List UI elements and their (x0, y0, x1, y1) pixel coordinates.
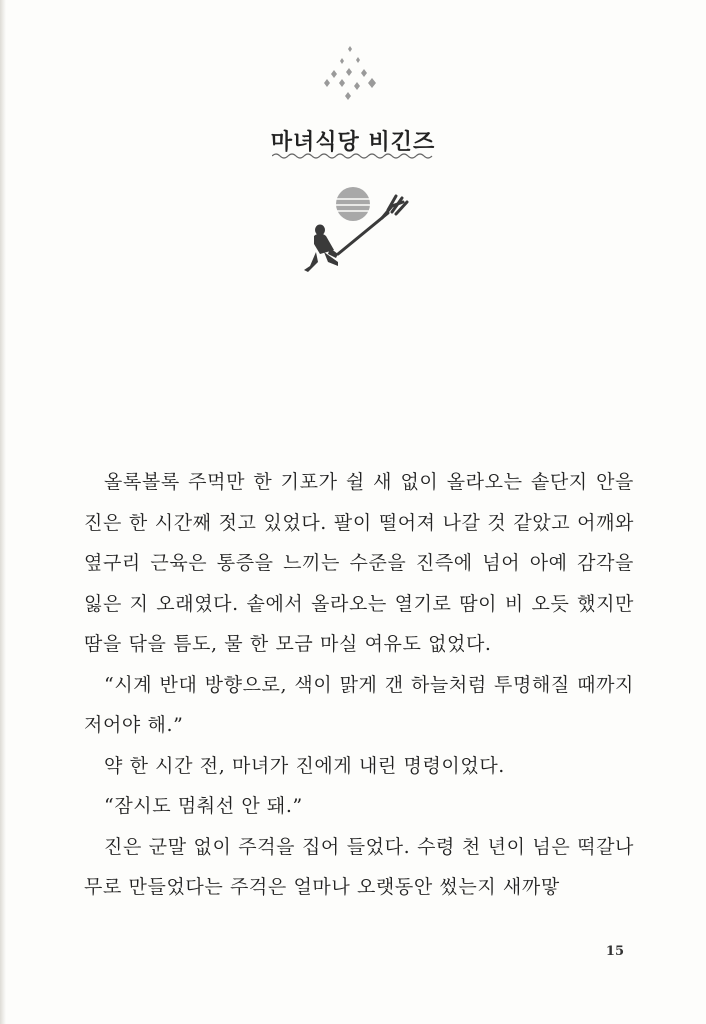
body-text (84, 462, 634, 908)
chapter-title: 마녀식당 비긴즈 (270, 130, 436, 155)
paragraph: 진은 군말 없이 주걱을 집어 들었다. 수령 천 년이 넘은 떡갈나무로 만들었다는 주걱은 얼마나 오랫동안 썼는지 새까맣 (84, 835, 634, 898)
diamond-cluster-icon (318, 44, 382, 114)
page-number: 15 (605, 944, 624, 959)
paragraph: “잠시도 멈춰선 안 돼.” (104, 795, 303, 817)
paragraph: 올록볼록 주먹만 한 기포가 쉴 새 없이 올라오는 솥단지 안을 진은 한 시간째 젓고 있었다. 팔이 떨어져 나갈 것 같았고 어깨와 옆구리 근육은 통증을 느끼는 수준을 진즉에 넘어 아예 감각을 잃은 지 오래였다. 솥에서 올라오는 열기로 땀이 비 오듯 했지만 땀을 닦을 틈도, 물 한 모금 마실 여유도 없었다. (84, 471, 634, 655)
paragraph: “시계 반대 방향으로, 색이 맑게 갠 하늘처럼 투명해질 때까지 저어야 해.” (84, 673, 634, 736)
title-wavy-underline (272, 152, 434, 160)
witch-riding-fork-icon (290, 178, 420, 278)
paragraph: 약 한 시간 전, 마녀가 진에게 내린 명령이었다. (104, 754, 505, 777)
